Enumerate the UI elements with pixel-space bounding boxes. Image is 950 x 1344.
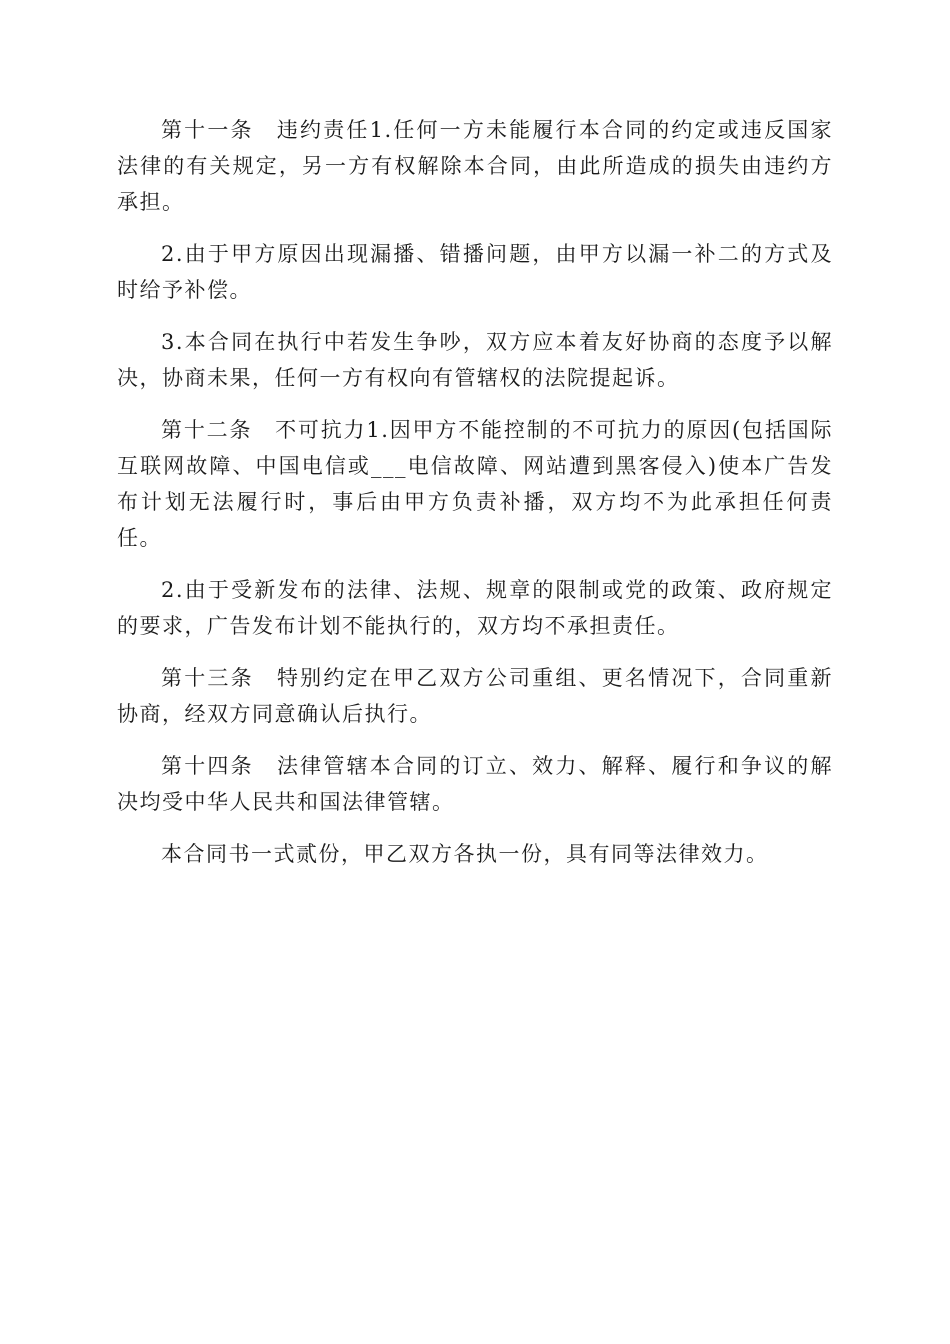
clause-11-liability: 第十一条 违约责任1.任何一方未能履行本合同的约定或违反国家法律的有关规定，另一方有权解除本合同，由此所造成的损失由违约方承担。 [117,118,833,214]
clause-12-item-2: 2.由于受新发布的法律、法规、规章的限制或党的政策、政府规定的要求，广告发布计划不能执行的，双方均不承担责任。 [117,578,833,638]
clause-11-item-2: 2.由于甲方原因出现漏播、错播问题，由甲方以漏一补二的方式及时给予补偿。 [117,242,833,302]
document-page [117,112,833,888]
clause-11-item-3: 3.本合同在执行中若发生争吵，双方应本着友好协商的态度予以解决，协商未果，任何一方有权向有管辖权的法院提起诉。 [117,330,833,390]
clause-13-special-agreement: 第十三条 特别约定在甲乙双方公司重组、更名情况下，合同重新协商，经双方同意确认后执行。 [117,666,833,726]
clause-14-jurisdiction: 第十四条 法律管辖本合同的订立、效力、解释、履行和争议的解决均受中华人民共和国法律管辖。 [117,754,833,814]
clause-12-force-majeure: 第十二条 不可抗力1.因甲方不能控制的不可抗力的原因(包括国际互联网故障、中国电信或___电信故障、网站遭到黑客侵入)使本广告发布计划无法履行时，事后由甲方负责补播，双方均不为此承担任何责任。 [117,418,833,550]
closing-statement: 本合同书一式贰份，甲乙双方各执一份，具有同等法律效力。 [161,842,769,866]
